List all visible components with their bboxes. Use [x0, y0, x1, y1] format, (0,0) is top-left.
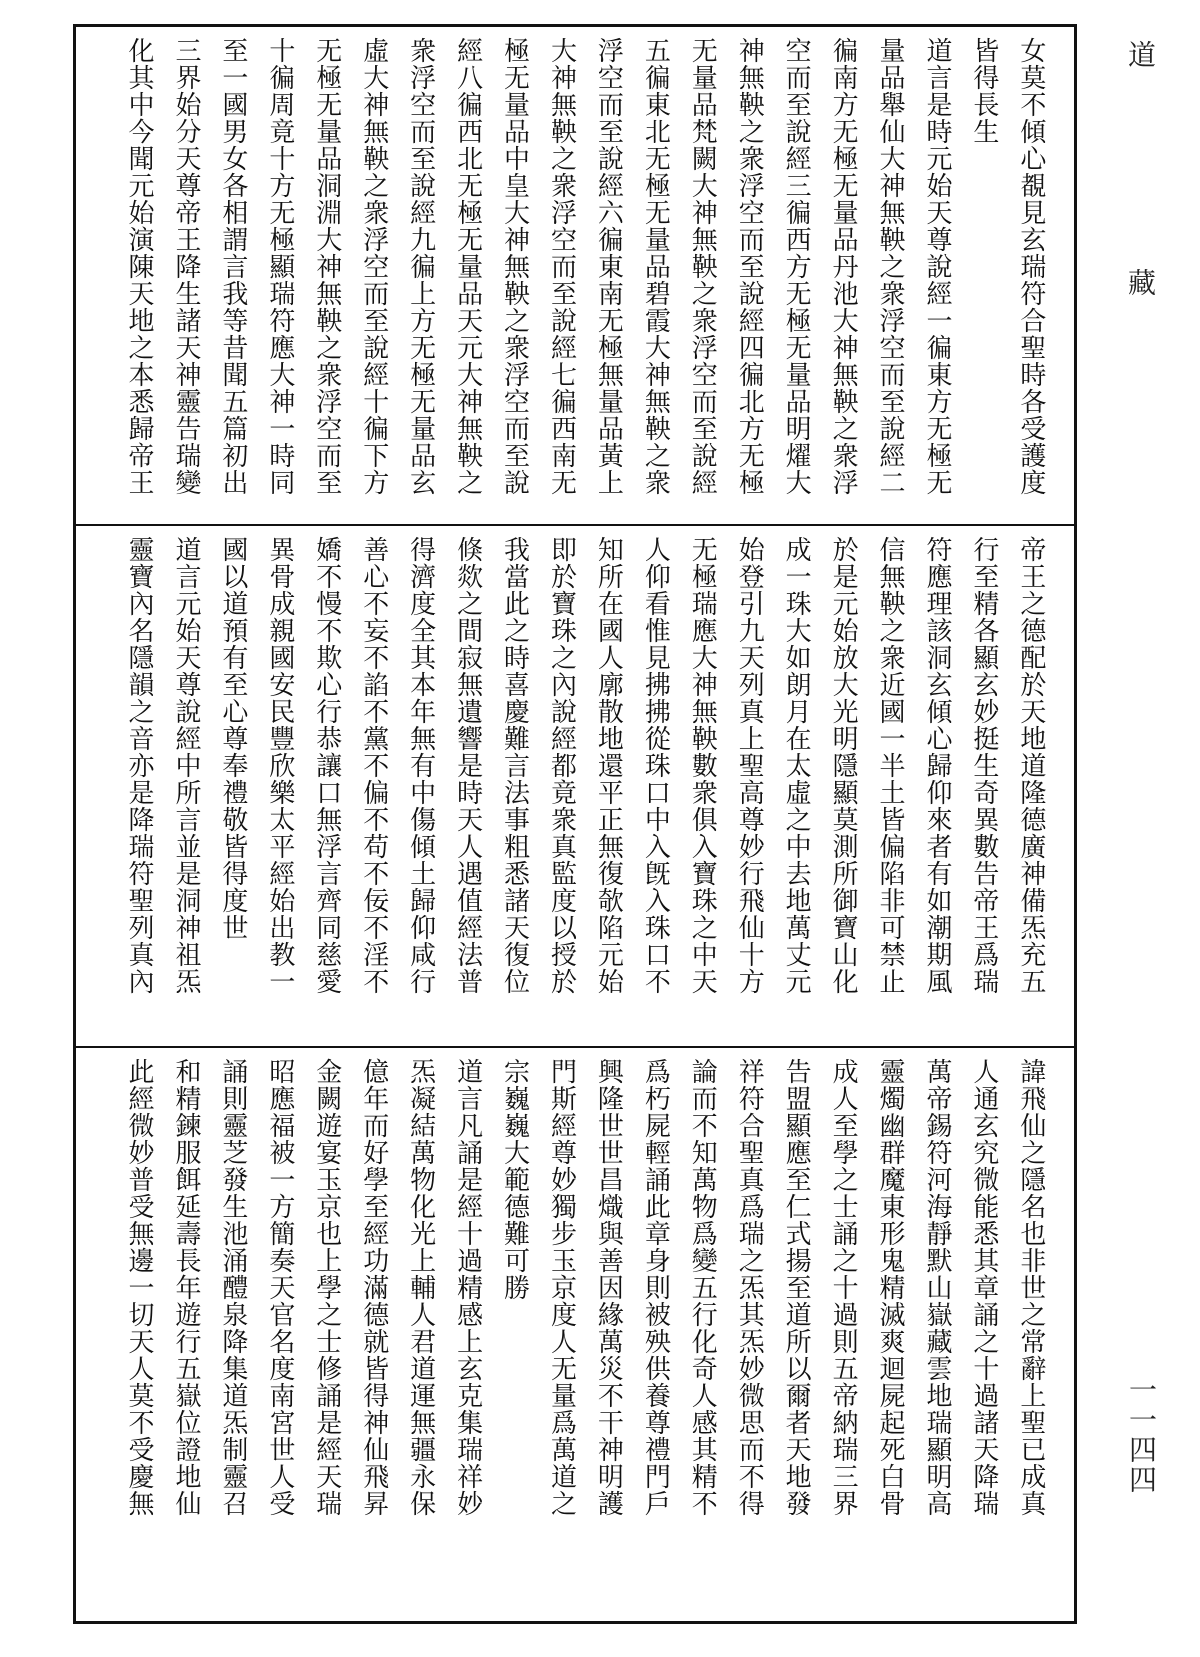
text-column: 萬帝錫符河海靜默山嶽藏雲地瑞顯明高	[921, 1058, 952, 1517]
text-column: 至一國男女各相謂言我等昔聞五篇初出	[217, 37, 248, 496]
text-column: 五徧東北无極无量品碧霞大神無鞅之衆	[640, 37, 671, 496]
text-column: 諱飛仙之隱名也非世之常辭上聖已成真	[1015, 1058, 1046, 1517]
text-column: 衆浮空而至說經九徧上方无極无量品玄	[405, 37, 436, 496]
text-column: 十徧周竟十方无極顯瑞符應大神一時同	[264, 37, 295, 496]
text-column: 无量品梵闕大神無鞅之衆浮空而至說經	[687, 37, 718, 496]
text-column: 始登引九天列真上聖高尊妙行飛仙十方	[734, 536, 765, 995]
text-column: 成一珠大如朗月在太虛之中去地萬丈元	[781, 536, 812, 995]
text-column: 國以道預有至心尊奉禮敬皆得度世	[217, 536, 248, 941]
text-column: 女莫不傾心覩見玄瑞符合聖時各受護度	[1015, 37, 1046, 496]
text-column: 億年而好學至經功滿德就皆得神仙飛昇	[358, 1058, 389, 1517]
text-column: 昭應福被一方簡奏天官名度南宮世人受	[264, 1058, 295, 1517]
text-column: 化其中今聞元始演陳天地之本悉歸帝王	[124, 37, 154, 496]
text-column: 靈寶內名隱韻之音亦是降瑞符聖列真內	[124, 536, 154, 995]
text-column: 宗巍巍大範德難可勝	[499, 1058, 530, 1301]
text-column: 量品舉仙大神無鞅之衆浮空而至說經二	[875, 37, 905, 496]
text-column: 告盟顯應至仁式揚至道所以爾者天地發	[781, 1058, 812, 1517]
text-column: 異骨成親國安民豐欣樂太平經始出教一	[264, 536, 295, 995]
text-column: 皆得長生	[968, 37, 999, 145]
text-column: 徧南方无極无量品丹池大神無鞅之衆浮	[828, 37, 859, 496]
text-column: 我當此之時喜慶難言法事粗悉諸天復位	[499, 536, 530, 995]
page-number: 一一四四	[1125, 1375, 1158, 1495]
text-column: 極无量品中皇大神無鞅之衆浮空而至說	[499, 37, 530, 496]
text-column: 論而不知萬物爲變五行化奇人感其精不	[687, 1058, 718, 1517]
text-column: 善心不妄不諂不黨不偏不苟不佞不淫不	[358, 536, 389, 995]
text-column: 得濟度全其本年無有中傷傾土歸仰咸行	[405, 536, 436, 995]
text-column: 道言凡誦是經十過精感上玄克集瑞祥妙	[452, 1058, 483, 1517]
text-column: 大神無鞅之衆浮空而至說經七徧西南无	[546, 37, 577, 496]
text-column: 嬌不慢不欺心行恭讓口無浮言齊同慈愛	[311, 536, 342, 995]
text-column: 人仰看惟見拂拂從珠口中入旣入珠口不	[640, 536, 671, 995]
text-panel-middle	[76, 524, 1074, 1046]
text-column: 金闕遊宴玉京也上學之士修誦是經天瑞	[311, 1058, 342, 1517]
text-panel-bottom	[76, 1046, 1074, 1621]
text-panel-top	[76, 27, 1074, 524]
text-column: 行至精各顯玄妙挺生奇異數告帝王爲瑞	[968, 536, 999, 995]
text-column: 空而至說經三徧西方无極无量品明燿大	[781, 37, 812, 496]
text-column: 倏欻之間寂無遺響是時天人遇值經法普	[452, 536, 483, 995]
text-column: 經八徧西北无極无量品天元大神無鞅之	[452, 37, 483, 496]
text-column: 人通玄究微能悉其章誦之十過諸天降瑞	[968, 1058, 999, 1517]
text-column: 靈燭幽群魔東形鬼精滅爽迴屍起死白骨	[875, 1058, 905, 1517]
text-column: 成人至學之士誦之十過則五帝納瑞三界	[828, 1058, 859, 1517]
text-column: 和精鍊服餌延壽長年遊行五嶽位證地仙	[170, 1058, 201, 1517]
text-column: 此經微妙普受無邊一切天人莫不受慶無	[124, 1058, 154, 1517]
text-column: 信無鞅之衆近國一半土皆偏陷非可禁止	[875, 536, 905, 995]
text-column: 帝王之德配於天地道隆德廣神備炁充五	[1015, 536, 1046, 995]
text-column: 門斯經尊妙獨步玉京度人无量爲萬道之	[546, 1058, 577, 1517]
column-group	[126, 37, 1044, 514]
text-column: 爲朽屍輕誦此章身則被殃供養尊禮門戶	[640, 1058, 671, 1517]
text-column: 符應理該洞玄傾心歸仰來者有如潮期風	[921, 536, 952, 995]
text-column: 道言元始天尊說經中所言並是洞神祖炁	[170, 536, 201, 995]
text-column: 虛大神無鞅之衆浮空而至說經十徧下方	[358, 37, 389, 496]
text-column: 興隆世世昌熾與善因緣萬災不干神明護	[593, 1058, 624, 1517]
text-column: 浮空而至說經六徧東南无極無量品黃上	[593, 37, 624, 496]
text-column: 神無鞅之衆浮空而至說經四徧北方无極	[734, 37, 765, 496]
column-group	[126, 536, 1044, 1036]
text-column: 誦則靈芝發生池涌醴泉降集道炁制靈召	[217, 1058, 248, 1517]
text-column: 知所在國人廓散地還平正無復欹陷元始	[593, 536, 624, 995]
collection-title: 道藏	[1124, 40, 1157, 496]
text-column: 即於寶珠之內說經都竟衆真監度以授於	[546, 536, 577, 995]
text-column: 无極瑞應大神無鞅數衆俱入寶珠之中天	[687, 536, 718, 995]
text-column: 无極无量品洞淵大神無鞅之衆浮空而至	[311, 37, 342, 496]
text-column: 三界始分天尊帝王降生諸天神靈告瑞變	[170, 37, 201, 496]
text-column: 炁凝結萬物化光上輔人君道運無疆永保	[405, 1058, 436, 1517]
page-frame	[73, 24, 1077, 1624]
text-column: 祥符合聖真爲瑞之炁其炁妙微思而不得	[734, 1058, 765, 1517]
text-column: 道言是時元始天尊說經一徧東方无極无	[921, 37, 952, 496]
column-group	[126, 1058, 1044, 1611]
text-column: 於是元始放大光明隱顯莫測所御寶山化	[828, 536, 859, 995]
